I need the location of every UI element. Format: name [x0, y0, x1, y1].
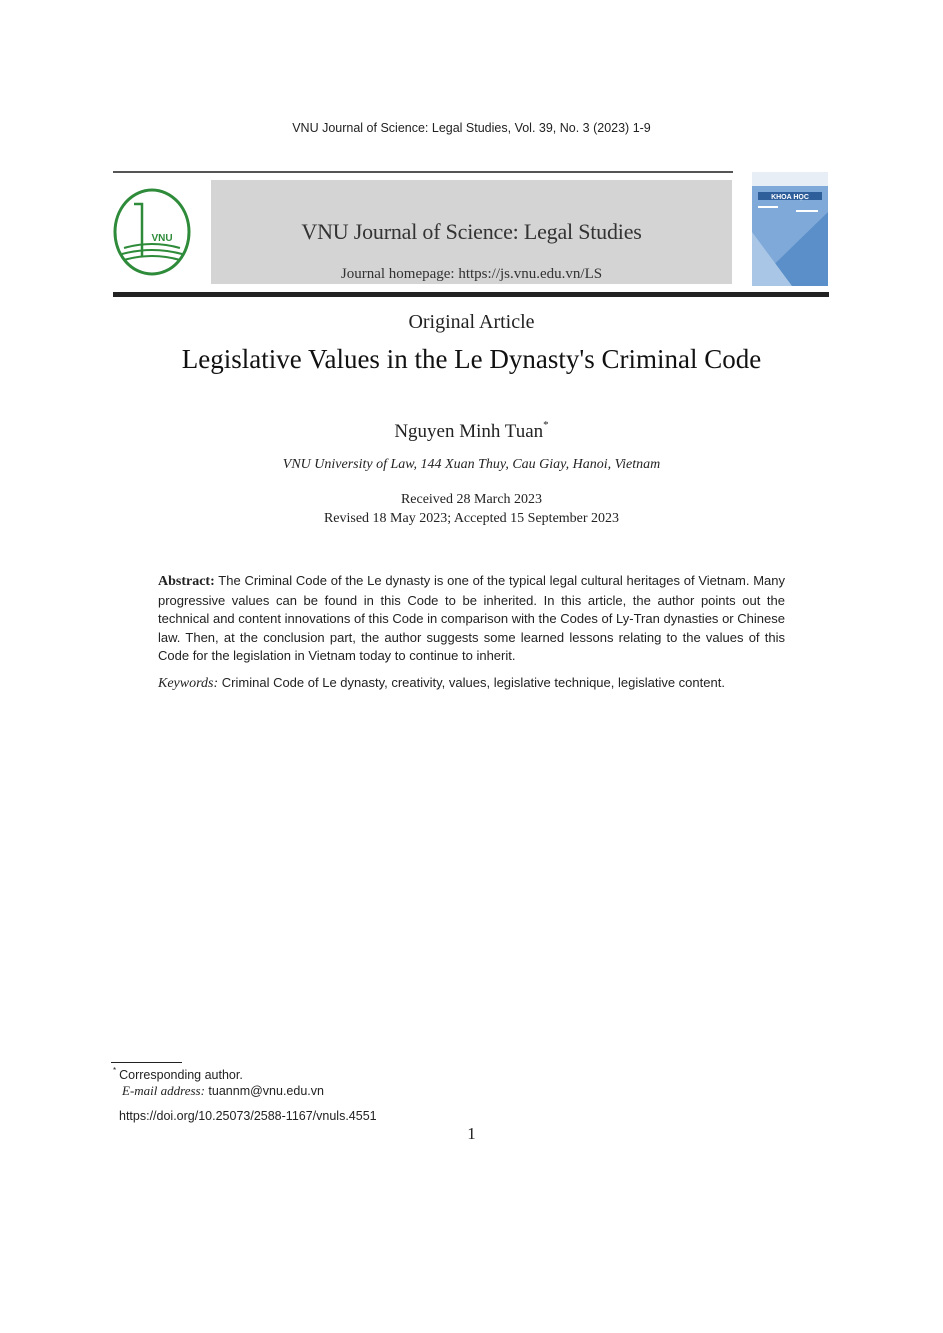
revised-accepted-dates: Revised 18 May 2023; Accepted 15 September 2023 [323, 511, 620, 526]
author-name: Nguyen Minh Tuan [394, 421, 544, 442]
keywords-text: Criminal Code of Le dynasty, creativity, values, legislative technique, legislative content. [221, 675, 725, 690]
logo-text: VNU [151, 233, 173, 244]
article-type: Original Article [408, 311, 535, 333]
journal-name: VNU Journal of Science: Legal Studies [301, 219, 642, 244]
abstract [158, 572, 785, 666]
keywords [158, 674, 785, 693]
footnote-corresponding [113, 1066, 243, 1082]
received-date: Received 28 March 2023 [400, 492, 543, 507]
footnote-email [122, 1083, 324, 1099]
page-number: 1 [467, 1124, 476, 1143]
corresponding-author: Corresponding author. [119, 1068, 243, 1082]
footnote-mark: * [113, 1066, 117, 1075]
banner-bottom-rule [113, 292, 829, 297]
cover-title: KHOA HỌC [771, 194, 809, 201]
doi-link[interactable]: https://doi.org/10.25073/2588-1167/vnuls.4551 [119, 1109, 377, 1123]
journal-homepage[interactable]: Journal homepage: https://js.vnu.edu.vn/LS [340, 266, 603, 282]
footnote-rule [111, 1062, 182, 1063]
author-mark: * [543, 419, 549, 431]
email-label: E-mail address: [122, 1083, 205, 1098]
article-dates [0, 490, 943, 528]
running-head: VNU Journal of Science: Legal Studies, Vol. 39, No. 3 (2023) 1-9 [292, 121, 651, 135]
banner-top-rule [113, 171, 733, 173]
keywords-label: Keywords: [158, 676, 219, 691]
abstract-label: Abstract: [158, 574, 215, 589]
article-title: Legislative Values in the Le Dynasty's Criminal Code [181, 344, 762, 374]
author-line [0, 419, 943, 443]
email-address[interactable]: tuannm@vnu.edu.vn [208, 1084, 324, 1098]
vnu-logo [112, 186, 194, 278]
affiliation: VNU University of Law, 144 Xuan Thuy, Cau Giay, Hanoi, Vietnam [282, 457, 661, 472]
journal-cover-thumbnail [752, 172, 828, 286]
abstract-text: The Criminal Code of the Le dynasty is one of the typical legal cultural heritages of Vietnam. Many progressive values can be found in this Code to be inherited. In this article, the author points out the technical and content innovations of this Code in comparison with the Codes of Ly-Tran dynasties or Chinese law. Then, at the conclusion part, the author suggests some learned lessons relating to the values of this Code for the legislation in Vietnam today to continue to inherit. [158, 573, 785, 664]
